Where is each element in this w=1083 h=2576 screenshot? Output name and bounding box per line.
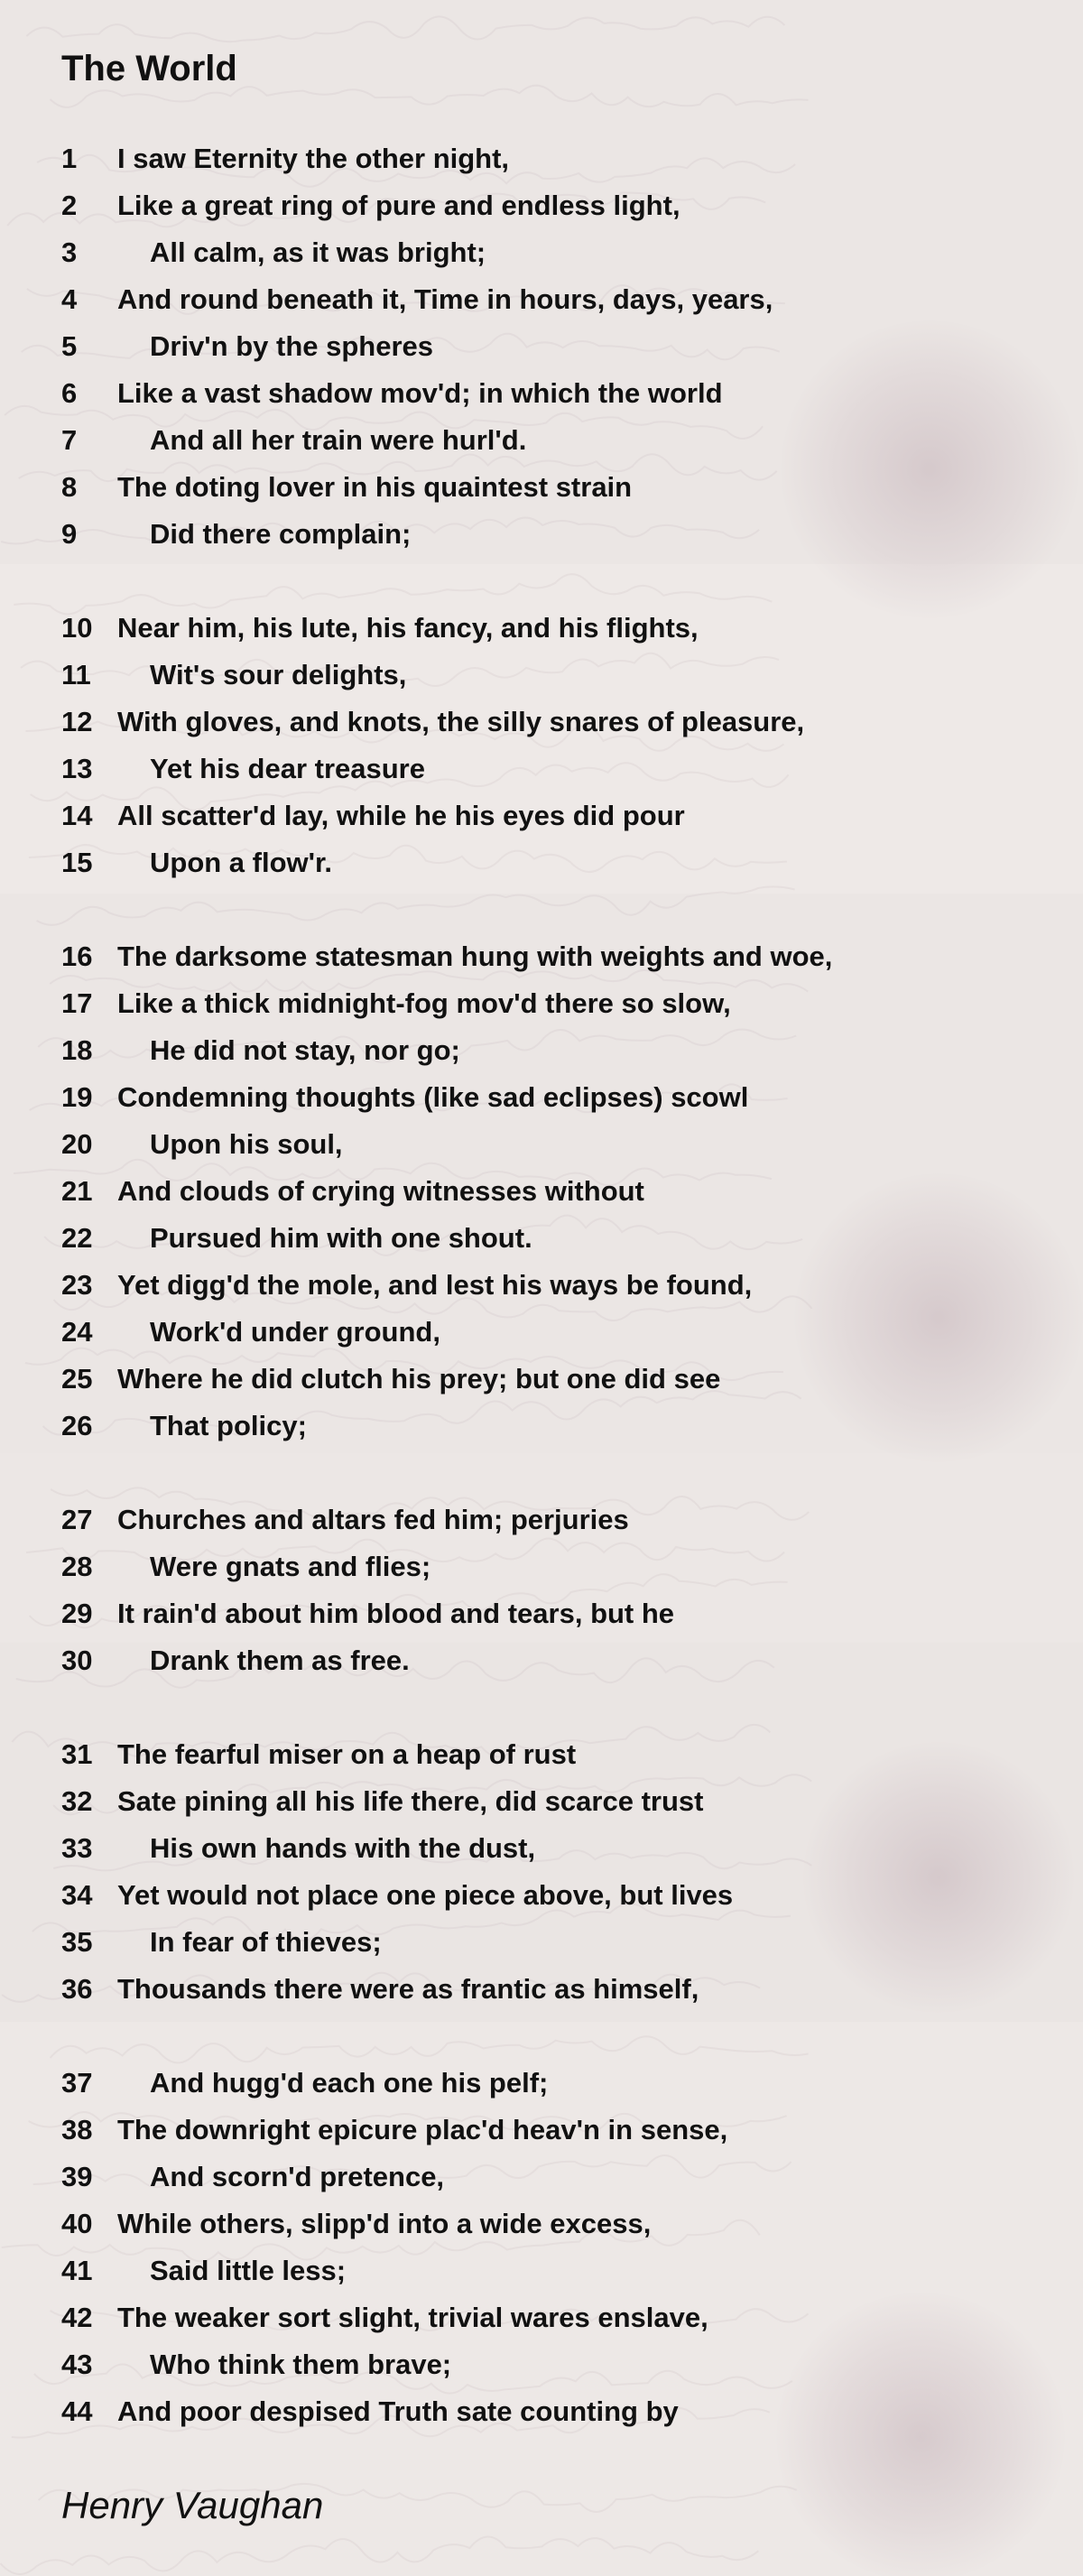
poem-line [61,1496,1036,1543]
poem-line [61,1074,1036,1121]
line-number: 30 [61,1645,93,1676]
line-text: Near him, his lute, his fancy, and his flights, [117,612,699,644]
line-number: 7 [61,424,78,456]
line-number: 21 [61,1175,93,1207]
line-text: Like a vast shadow mov'd; in which the world [117,377,723,409]
line-number: 31 [61,1738,93,1770]
line-text: Upon his soul, [150,1128,343,1160]
poem-line [61,2388,1036,2435]
line-number: 15 [61,847,93,878]
poem-line [61,1778,1036,1825]
line-text: All scatter'd lay, while he his eyes did pour [117,800,685,831]
line-number: 3 [61,236,78,268]
line-text: Were gnats and flies; [150,1551,431,1582]
poem-line [61,1731,1036,1778]
line-number: 18 [61,1034,93,1066]
line-text: And hugg'd each one his pelf; [150,2067,549,2099]
line-text: His own hands with the dust, [150,1832,536,1864]
line-text: In fear of thieves; [150,1926,382,1958]
line-number: 42 [61,2302,93,2333]
stanza-break [61,2013,1036,2060]
poem-line [61,839,1036,886]
poem-line [61,792,1036,839]
line-number: 16 [61,941,93,972]
line-number: 6 [61,377,78,409]
line-text: The weaker sort slight, trivial wares enslave, [117,2302,708,2333]
line-number: 1 [61,143,78,174]
line-number: 34 [61,1879,93,1911]
poem-line [61,2247,1036,2294]
poem-line [61,2060,1036,2107]
line-number: 13 [61,753,93,784]
line-text: I saw Eternity the other night, [117,143,510,174]
line-text: Driv'n by the spheres [150,330,434,362]
line-text: That policy; [150,1410,307,1441]
poem-title: The World [61,49,237,88]
poem-line [61,1966,1036,2013]
stanza-break [61,886,1036,933]
line-number: 26 [61,1410,93,1441]
line-number: 5 [61,330,78,362]
line-number: 28 [61,1551,93,1582]
line-number: 4 [61,283,78,315]
line-text: Yet digg'd the mole, and lest his ways be found, [117,1269,753,1301]
line-number: 8 [61,471,78,503]
poem-line [61,1215,1036,1262]
stanza-break [61,1450,1036,1496]
line-number: 22 [61,1222,93,1254]
poem-line [61,746,1036,792]
poem-line [61,1121,1036,1168]
line-number: 36 [61,1973,93,2005]
line-number: 35 [61,1926,93,1958]
line-text: The downright epicure plac'd heav'n in sense, [117,2114,728,2145]
poem-line [61,1872,1036,1919]
line-number: 40 [61,2208,93,2239]
poem-line [61,605,1036,652]
poem-line [61,1027,1036,1074]
line-number: 25 [61,1363,93,1395]
poem-line [61,2294,1036,2341]
line-number: 14 [61,800,93,831]
poem-line [61,135,1036,182]
line-number: 37 [61,2067,93,2099]
poem-line [61,1309,1036,1356]
line-text: Condemning thoughts (like sad eclipses) scowl [117,1081,749,1113]
line-text: Yet his dear treasure [150,753,425,784]
line-number: 27 [61,1504,93,1535]
poem-line [61,1262,1036,1309]
poem-line [61,933,1036,980]
poem-line [61,1168,1036,1215]
line-number: 39 [61,2161,93,2192]
stanza-break [61,1684,1036,1731]
line-text: The fearful miser on a heap of rust [117,1738,577,1770]
poem-line [61,1356,1036,1403]
line-number: 17 [61,987,93,1019]
poem-line [61,276,1036,323]
line-text: The doting lover in his quaintest strain [117,471,633,503]
line-text: While others, slipp'd into a wide excess, [117,2208,652,2239]
line-number: 41 [61,2255,93,2286]
line-number: 23 [61,1269,93,1301]
poem-line [61,229,1036,276]
poem-line [61,417,1036,464]
line-text: Like a thick midnight-fog mov'd there so slow, [117,987,731,1019]
line-text: Sate pining all his life there, did scarce trust [117,1785,704,1817]
line-text: And poor despised Truth sate counting by [117,2395,679,2427]
line-text: Thousands there were as frantic as himself, [117,1973,699,2005]
poem-line [61,1543,1036,1590]
line-number: 11 [61,659,91,690]
line-number: 44 [61,2395,93,2427]
line-text: With gloves, and knots, the silly snares of pleasure, [117,706,805,737]
line-number: 10 [61,612,93,644]
line-text: The darksome statesman hung with weights and woe, [117,941,833,972]
poem-line [61,2107,1036,2154]
line-text: And all her train were hurl'd. [150,424,527,456]
poem-line [61,2154,1036,2201]
line-text: Churches and altars fed him; perjuries [117,1504,629,1535]
line-number: 2 [61,190,78,221]
line-text: All calm, as it was bright; [150,236,486,268]
line-number: 43 [61,2349,93,2380]
line-text: Where he did clutch his prey; but one did see [117,1363,721,1395]
poem-line [61,323,1036,370]
line-text: Pursued him with one shout. [150,1222,532,1254]
line-number: 32 [61,1785,93,1817]
poem-line [61,699,1036,746]
poem-line [61,2341,1036,2388]
line-text: And scorn'd pretence, [150,2161,445,2192]
line-text: And round beneath it, Time in hours, days, years, [117,283,773,315]
line-text: Yet would not place one piece above, but lives [117,1879,734,1911]
poem-author: Henry Vaughan [61,2484,324,2526]
stanza-break [61,558,1036,605]
line-number: 29 [61,1598,93,1629]
poem-line [61,1919,1036,1966]
poem-line [61,464,1036,511]
poem-line [61,1590,1036,1637]
poem-body [61,135,1036,2435]
poem-line [61,1637,1036,1684]
poem-line [61,2201,1036,2247]
poem-line [61,980,1036,1027]
line-number: 38 [61,2114,93,2145]
line-text: Who think them brave; [150,2349,452,2380]
line-text: Wit's sour delights, [150,659,407,690]
line-text: Upon a flow'r. [150,847,332,878]
poem-line [61,1403,1036,1450]
line-text: Work'd under ground, [150,1316,440,1348]
line-number: 9 [61,518,78,550]
poem-line [61,652,1036,699]
line-number: 33 [61,1832,93,1864]
poem-line [61,511,1036,558]
poem-line [61,370,1036,417]
line-text: He did not stay, nor go; [150,1034,460,1066]
line-text: Like a great ring of pure and endless light, [117,190,680,221]
line-text: It rain'd about him blood and tears, but he [117,1598,675,1629]
line-text: Drank them as free. [150,1645,410,1676]
line-number: 12 [61,706,93,737]
line-text: And clouds of crying witnesses without [117,1175,644,1207]
line-number: 19 [61,1081,93,1113]
poem-line [61,182,1036,229]
line-number: 20 [61,1128,93,1160]
line-text: Did there complain; [150,518,412,550]
line-number: 24 [61,1316,93,1348]
poem-line [61,1825,1036,1872]
line-text: Said little less; [150,2255,347,2286]
